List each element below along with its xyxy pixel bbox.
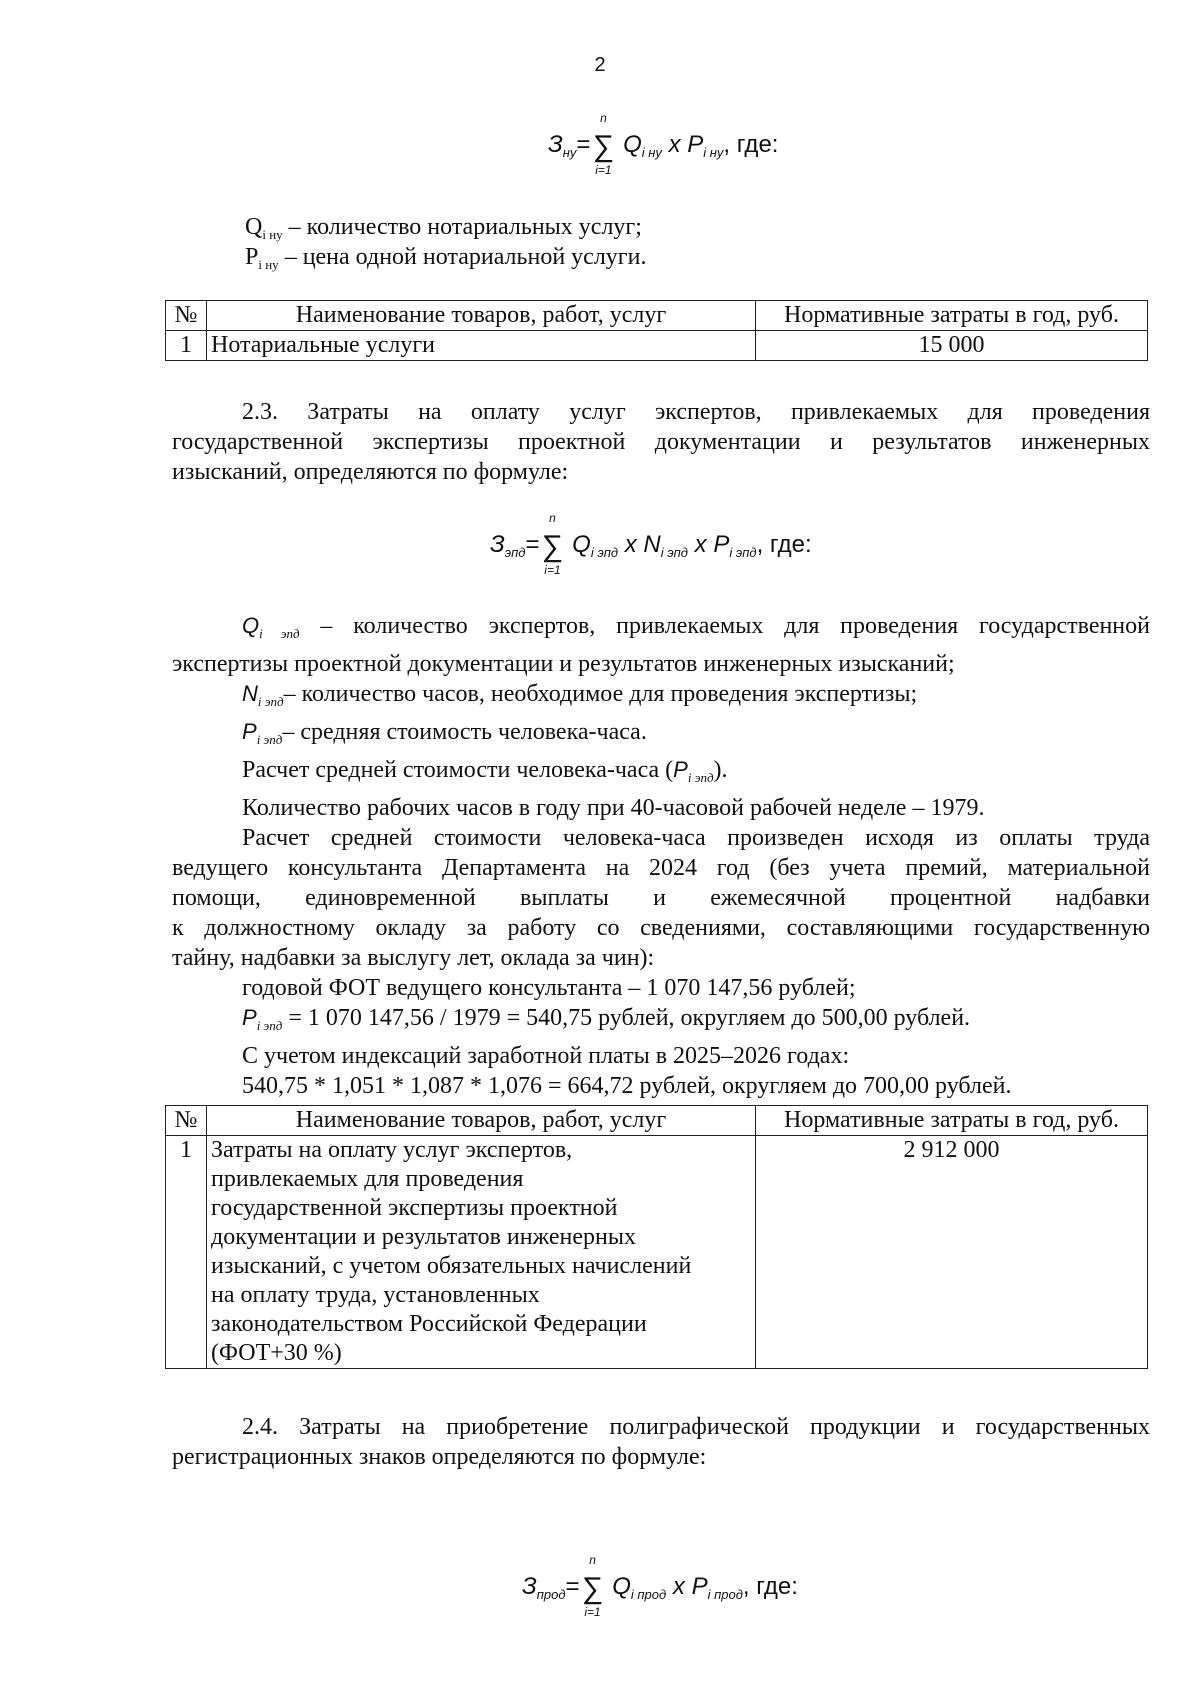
text-line: к должностному окладу за работу со сведениями, составляющими государственную [172,915,1150,941]
formula-symbol: З [522,1573,537,1600]
formula-tail: , где: [742,1573,798,1600]
text-line: Расчет средней стоимости человека-часа произведен исходя из оплаты труда [242,825,1150,851]
row-name [207,1136,756,1369]
text-line: 2.4. Затраты на приобретение полиграфической продукции и государственных [242,1414,1150,1440]
table-header-row [166,301,1148,331]
formula-symbol: Q [612,1573,631,1600]
section-2-4-paragraph [172,1412,1150,1472]
definition-text: – количество нотариальных услуг; [282,214,642,240]
row-name-line: документации и результатов инженерных [211,1224,636,1250]
formula-subscript: i эпд [660,545,688,560]
formula-symbol: З [548,131,563,158]
definition-p-notary [245,242,646,280]
definition-subscript: i эпд [687,770,714,785]
notary-costs-table [165,300,1148,361]
formula-subscript: i прод [630,1587,667,1602]
row-number: 1 [166,331,207,361]
formula-symbol: З [490,531,505,558]
sum-upper: n [549,511,556,525]
sum-upper: n [600,111,607,125]
formula-expertise: $З_{эпд}=\sum$ n i=1 $Q_{i эпд}$ x $N_{i эпд}$ x $P_{i эпд}$, где: [490,511,812,577]
hours-line: Количество рабочих часов в году при 40-часовой рабочей неделе – 1979. [242,795,985,821]
expertise-definitions [172,611,1150,1101]
expertise-costs-table [165,1105,1148,1369]
formula-symbol: P [713,531,730,558]
formula-symbol: N [643,531,661,558]
formula-subscript: ну [562,145,577,160]
row-name-line: привлекаемых для проведения [211,1166,524,1192]
formula-symbol: P [687,131,704,158]
text-line: 2.3. Затраты на оплату услуг экспертов, привлекаемых для проведения [242,399,1150,425]
sum-sign: ∑ n i=1 [539,532,565,562]
fot-line: годовой ФОТ ведущего консультанта – 1 070 147,56 рублей; [242,975,856,1001]
row-name-line: государственной экспертизы проектной [211,1195,618,1221]
formula-subscript: i ну [641,145,662,160]
index-title-line: С учетом индексаций заработной платы в 2025–2026 годах: [242,1043,850,1069]
sum-upper: n [589,1553,596,1567]
header-cost: Нормативные затраты в год, руб. [756,301,1148,331]
definition-symbol: P [673,757,688,782]
definition-subscript: i эпд [259,626,300,641]
formula-symbol: P [691,1573,708,1600]
text-line: ведущего консультанта Департамента на 2024 год (без учета премий, материальной [172,855,1150,881]
formula-subscript: i ну [703,145,724,160]
text-line: изысканий, определяются по формуле: [172,459,569,485]
row-name-line: законодательством Российской Федерации [211,1311,647,1337]
formula-subscript: прод [536,1587,566,1602]
formula-subscript: i прод [707,1587,743,1602]
section-2-3-paragraph [172,397,1150,487]
formula-subscript: i эпд [590,545,619,560]
definition-n-expertise [172,679,1150,717]
calc-title-text: Расчет средней стоимости человека-часа ( [242,757,674,783]
row-name-line: Затраты на оплату услуг экспертов, [211,1137,573,1163]
formula-printing: $З_{прод}=\sum$ n i=1 $Q_{i прод}$ x $P_{i прод}$, где: [522,1553,798,1619]
row-name-line: (ФОТ+30 %) [211,1340,342,1366]
row-number: 1 [166,1136,207,1369]
sum-sign: ∑ n i=1 [580,1574,606,1604]
formula-symbol: Q [623,131,642,158]
definition-subscript: i эпд [256,1018,283,1033]
text-line: регистрационных знаков определяются по формуле: [172,1444,707,1470]
p-calc-line [172,1003,1150,1041]
row-name-line: на оплату труда, установленных [211,1282,540,1308]
text-line: тайну, надбавки за выслугу лет, оклада за чин): [172,945,655,971]
definition-subscript: i эпд [257,694,284,709]
text-line: государственной экспертизы проектной документации и результатов инженерных [172,429,1150,455]
definition-text: – средняя стоимость человека-часа. [282,719,647,745]
header-name: Наименование товаров, работ, услуг [207,1106,756,1136]
definition-symbol: Q [245,214,263,240]
page-number: 2 [594,54,606,76]
definition-symbol: P [242,1005,257,1030]
formula-symbol: Q [572,531,591,558]
definition-subscript: i эпд [256,732,283,747]
formula-tail: , где: [723,131,779,158]
definition-p-expertise [172,717,1150,755]
definition-text: – цена одной нотариальной услуги. [278,244,647,270]
definition-symbol: N [242,681,258,706]
header-number: № [166,301,207,331]
sum-lower: i=1 [595,163,612,177]
definition-text: – количество экспертов, привлекаемых для проведения государственной [299,613,1150,639]
definition-symbol: P [242,719,257,744]
sum-lower: i=1 [584,1605,601,1619]
formula-operator: x [668,131,681,158]
header-name: Наименование товаров, работ, услуг [207,301,756,331]
definition-subscript: i ну [258,257,279,272]
table-row [166,331,1148,361]
formula-subscript: i эпд [729,545,757,560]
row-name: Нотариальные услуги [207,331,756,361]
row-cost: 15 000 [756,331,1148,361]
header-cost: Нормативные затраты в год, руб. [756,1106,1148,1136]
table-row [166,1136,1148,1369]
definition-symbol: Q [242,613,260,638]
text-line: помощи, единовременной выплаты и ежемесячной процентной надбавки [172,885,1150,911]
calc-title [172,755,1150,793]
definition-q-expertise [172,611,1150,649]
definition-subscript: i ну [262,227,283,242]
definition-symbol: P [245,244,259,270]
calc-text: = 1 070 147,56 / 1979 = 540,75 рублей, округляем до 500,00 рублей. [282,1005,971,1031]
definition-text: – количество часов, необходимое для проведения экспертизы; [283,681,918,707]
calc-title-text: ). [713,757,728,783]
formula-subscript: эпд [504,545,526,560]
text-line: экспертизы проектной документации и результатов инженерных изысканий; [172,651,955,677]
header-number: № [166,1106,207,1136]
formula-operator: x [694,531,707,558]
table-header-row [166,1106,1148,1136]
row-name-line: изысканий, с учетом обязательных начислений [211,1253,692,1279]
row-cost: 2 912 000 [756,1136,1148,1369]
sum-sign: ∑ n i=1 [590,132,616,162]
formula-operator: x [624,531,637,558]
index-calc-line: 540,75 * 1,051 * 1,087 * 1,076 = 664,72 рублей, округляем до 700,00 рублей. [242,1073,1012,1099]
formula-tail: , где: [756,531,812,558]
formula-operator: x [672,1573,685,1600]
sum-lower: i=1 [544,563,561,577]
formula-notary: $З_{ну}=\sum$ n i=1 $Q_{i ну}$ x $P_{i ну}$, где: [548,111,779,177]
